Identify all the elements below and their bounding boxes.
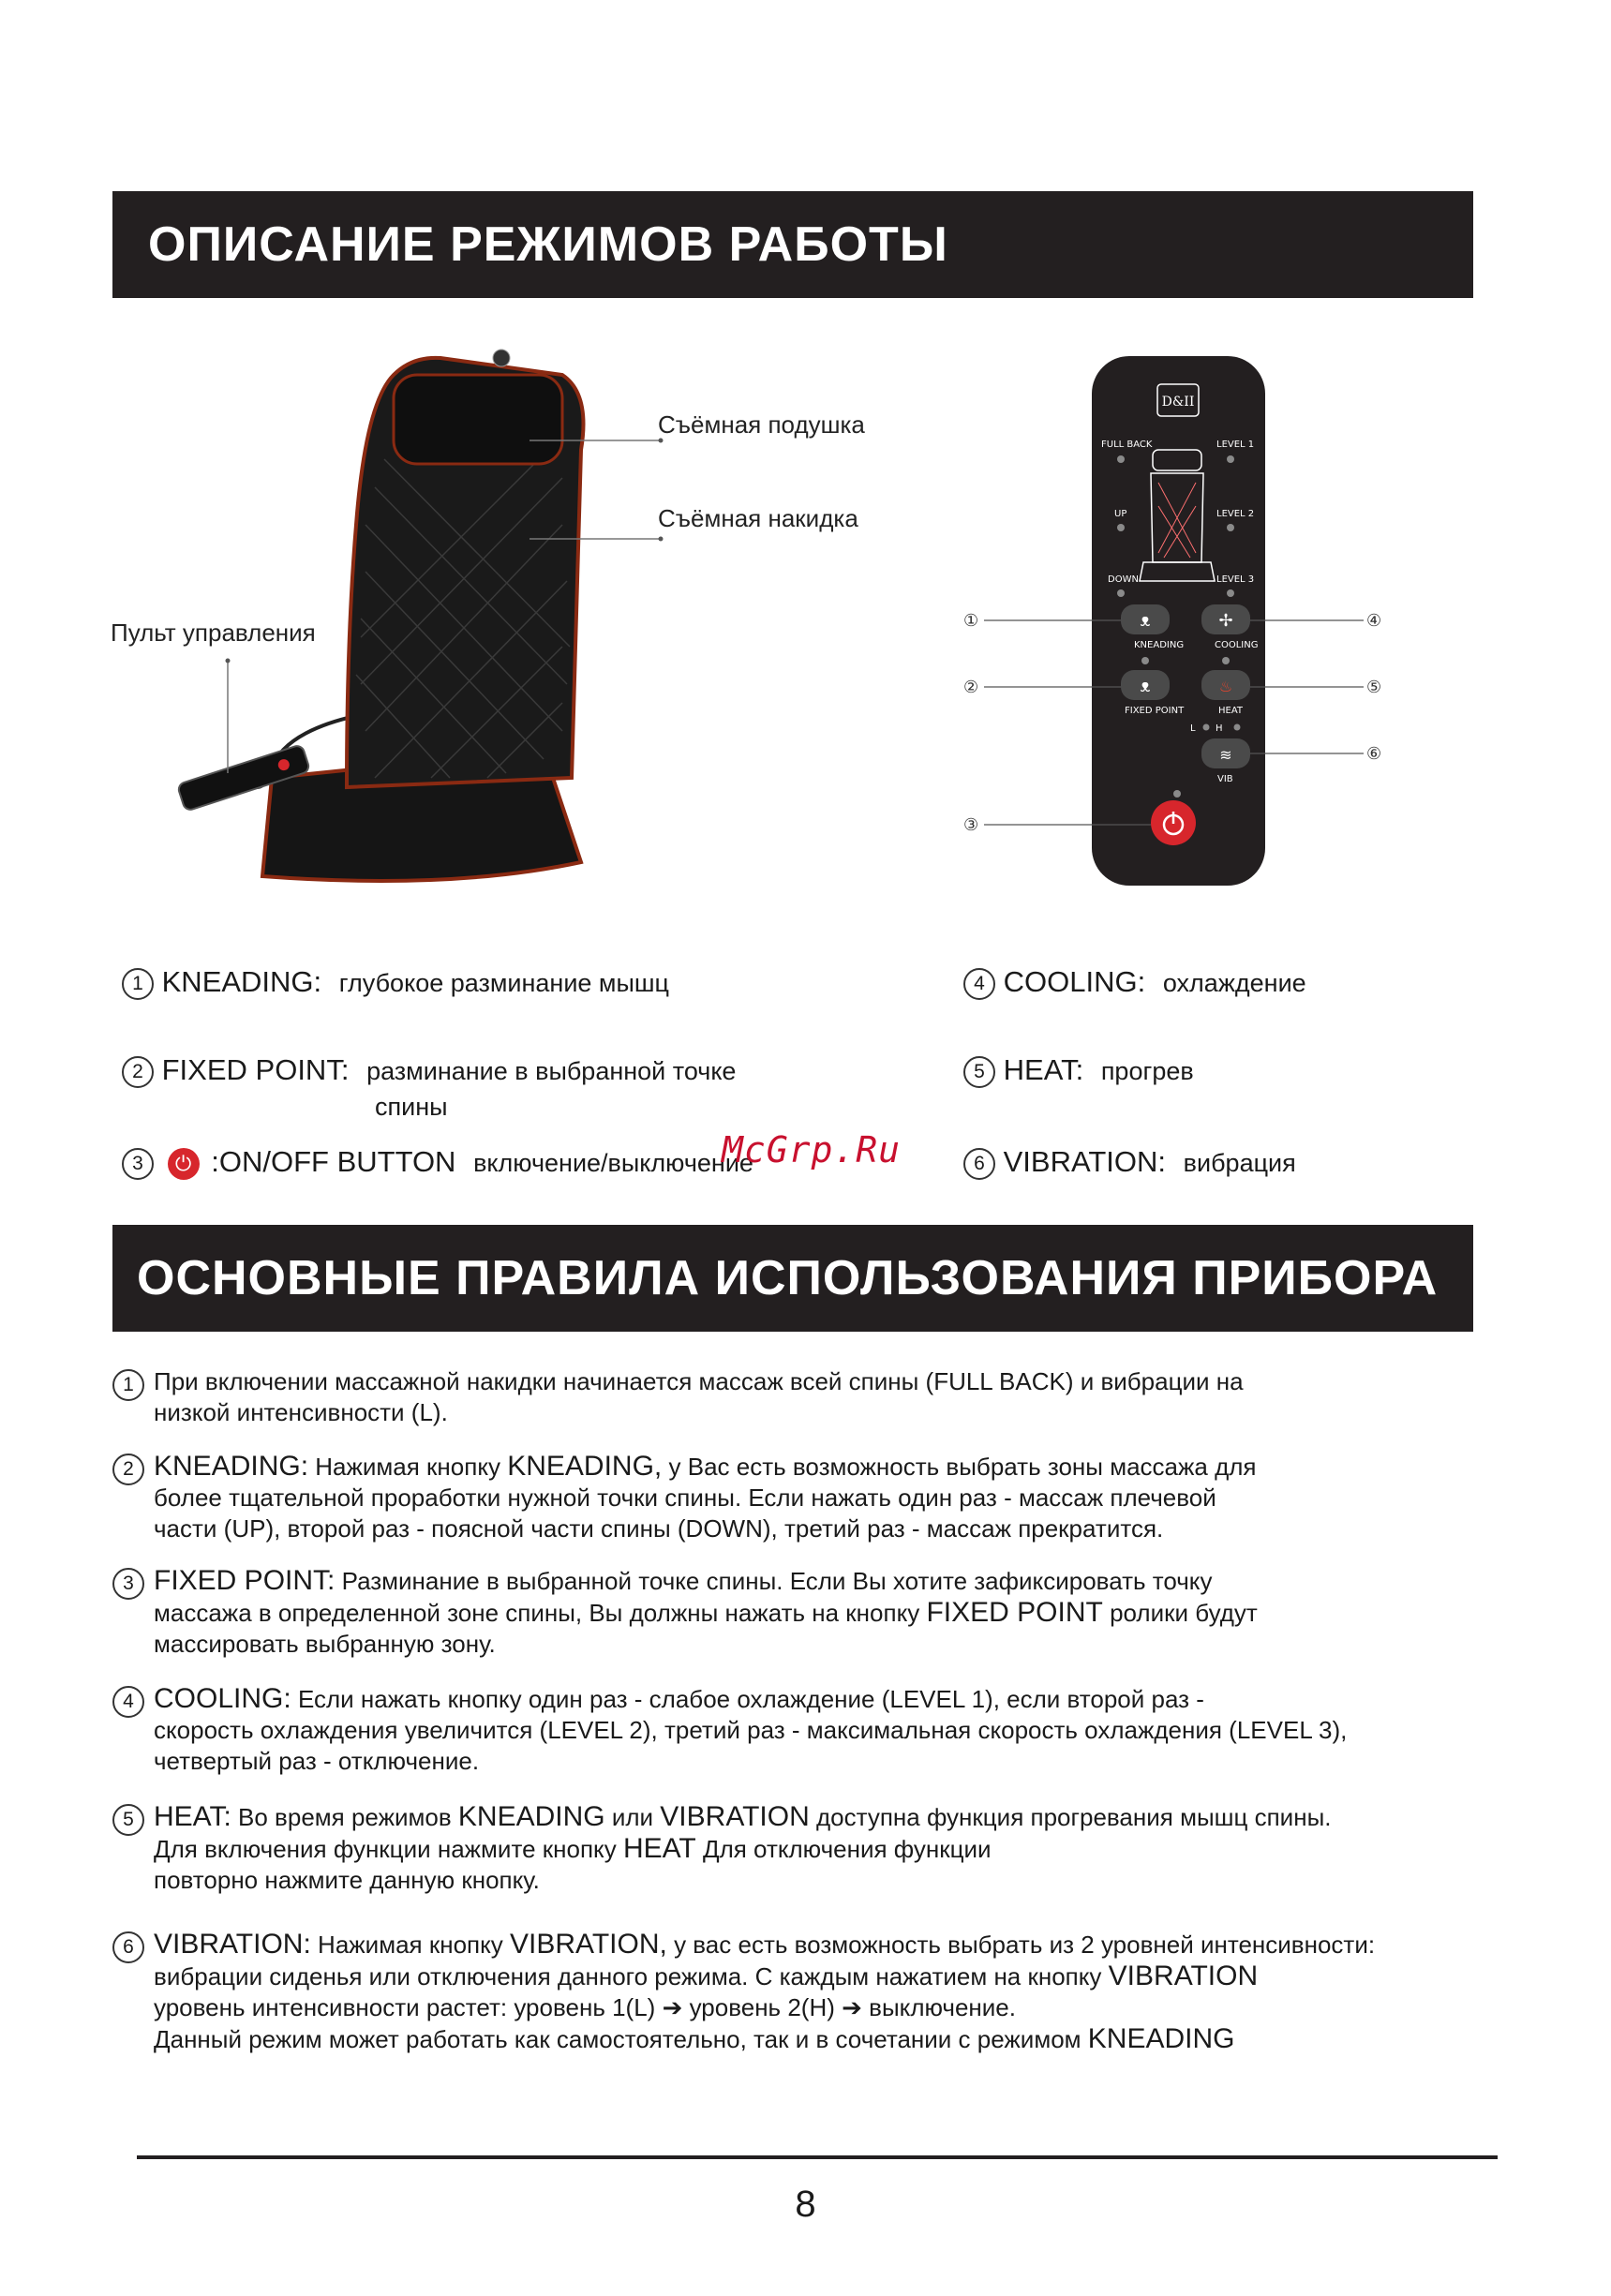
rule-text: массировать выбранную зону. [154, 1630, 496, 1658]
rule-number: 3 [112, 1568, 144, 1600]
legend-item-cooling [963, 965, 1306, 1000]
section-title-banner-2 [112, 1225, 1473, 1332]
remote-label-cooling: COOLING [1215, 640, 1259, 650]
rule-number: 1 [112, 1369, 144, 1401]
rule-number: 4 [112, 1686, 144, 1718]
rule-keyword: VIBRATION, [510, 1929, 667, 1960]
label-removable-cover: Съёмная накидка [658, 504, 858, 532]
remote-label-level2: LEVEL 2 [1216, 509, 1255, 519]
legend-item-vibration [963, 1145, 1296, 1180]
power-button-icon [1151, 800, 1196, 845]
legend-number: 2 [122, 1056, 154, 1088]
fixed-point-button-icon [1121, 670, 1170, 700]
rule-keyword: KNEADING, [507, 1451, 663, 1482]
rule-text: массажа в определенной зоне спины, Вы должны нажать на кнопку [154, 1599, 920, 1627]
legend-term: COOLING: [1003, 965, 1146, 998]
remote-label-l: L [1190, 723, 1196, 734]
rule-5 [112, 1801, 1518, 1896]
callout-1: ① [963, 611, 979, 630]
remote-label-h: H [1216, 723, 1223, 734]
section-title-2: ОСНОВНЫЕ ПРАВИЛА ИСПОЛЬЗОВАНИЯ ПРИБОРА [137, 1251, 1439, 1305]
callout-3: ③ [963, 815, 979, 834]
legend-item-fixed-point-desc2 [375, 1089, 448, 1123]
cooling-button-icon [1201, 604, 1250, 634]
rule-number: 5 [112, 1804, 144, 1836]
rule-text: уровень 2(H) [689, 1993, 835, 2021]
remote-label-level3: LEVEL 3 [1216, 574, 1255, 585]
rule-term: KNEADING: [154, 1451, 309, 1482]
remote-label-fixed-point: FIXED POINT [1125, 706, 1185, 716]
rule-keyword: KNEADING [457, 1801, 605, 1832]
kneading-button-icon [1121, 604, 1170, 634]
legend-item-fixed-point [122, 1053, 736, 1088]
legend-number: 1 [122, 968, 154, 1000]
legend-item-on-off [122, 1145, 753, 1180]
legend-desc: охлаждение [1162, 969, 1306, 997]
svg-text:ᴥ: ᴥ [1140, 677, 1151, 695]
callout-6: ⑥ [1366, 744, 1382, 763]
legend-desc: глубокое разминание мышц [338, 969, 670, 997]
rule-number: 2 [112, 1454, 144, 1485]
footer-divider [137, 2155, 1498, 2159]
rule-text: уровень интенсивности растет: уровень 1(L) [154, 1993, 656, 2021]
rule-text: Если нажать кнопку один раз - слабое охлаждение (LEVEL 1), если второй раз - [297, 1685, 1204, 1713]
rule-text: низкой интенсивности (L). [154, 1398, 448, 1426]
legend-number: 5 [963, 1056, 995, 1088]
remote-control-diagram [937, 342, 1425, 904]
rule-text: выключение. [869, 1993, 1016, 2021]
remote-label-down: DOWN [1108, 574, 1139, 585]
legend-term: FIXED POINT: [161, 1053, 350, 1086]
legend-term: :ON/OFF BUTTON [211, 1145, 456, 1178]
legend-number: 6 [963, 1148, 995, 1180]
rule-text: Нажимая кнопку [315, 1453, 500, 1481]
callout-4: ④ [1366, 611, 1382, 630]
watermark: McGrp.Ru [722, 1129, 902, 1170]
svg-text:≋: ≋ [1219, 748, 1232, 764]
power-icon: ⏻ [168, 1148, 200, 1180]
legend-desc: вибрация [1183, 1149, 1296, 1177]
rule-1 [112, 1366, 1518, 1428]
rule-keyword: HEAT [622, 1833, 696, 1864]
rule-text: Нажимая кнопку [318, 1931, 503, 1959]
remote-label-kneading: KNEADING [1134, 640, 1185, 650]
rule-term: COOLING: [154, 1683, 291, 1714]
legend-item-kneading [122, 965, 669, 1000]
rule-3 [112, 1565, 1518, 1660]
rule-term: FIXED POINT: [154, 1565, 336, 1596]
rule-text: более тщательной проработки нужной точки спины. Если нажать один раз - массаж плечевой [154, 1483, 1216, 1512]
rule-text: скорость охлаждения увеличится (LEVEL 2), третий раз - максимальная скорость охлаждения (LEVEL 3), [154, 1716, 1348, 1744]
svg-text:ᴥ: ᴥ [1140, 611, 1151, 630]
callout-5: ⑤ [1366, 678, 1382, 696]
rule-text: При включении массажной накидки начинается массаж всей спины (FULL BACK) и вибрации на [154, 1367, 1244, 1395]
legend-desc: разминание в выбранной точке [366, 1057, 737, 1085]
label-removable-pillow: Съёмная подушка [658, 410, 865, 439]
rule-text: у вас есть возможность выбрать из 2 уровней интенсивности: [674, 1931, 1376, 1959]
vibration-button-icon [1201, 738, 1250, 768]
svg-text:✢: ✢ [1218, 611, 1233, 630]
legend-term: KNEADING: [161, 965, 322, 998]
rule-text: у Вас есть возможность выбрать зоны массажа для [668, 1453, 1257, 1481]
rule-text: ролики будут [1110, 1599, 1258, 1627]
remote-label-up: UP [1114, 509, 1127, 519]
rule-text: Для включения функции нажмите кнопку [154, 1835, 617, 1863]
rule-term: VIBRATION: [154, 1929, 311, 1960]
rule-text: Для отключения функции [702, 1835, 992, 1863]
section-title-1: ОПИСАНИЕ РЕЖИМОВ РАБОТЫ [148, 217, 948, 272]
rule-text: доступна функция прогревания мышц спины. [816, 1803, 1332, 1831]
remote-label-heat: HEAT [1218, 706, 1244, 716]
rule-text: Данный режим может работать как самостоятельно, так и в сочетании с режимом [154, 2025, 1081, 2053]
remote-label-full-back: FULL BACK [1101, 440, 1153, 450]
rule-term: HEAT: [154, 1801, 231, 1832]
legend-desc: прогрев [1100, 1057, 1194, 1085]
rule-number: 6 [112, 1931, 144, 1963]
svg-text:♨: ♨ [1218, 679, 1233, 695]
label-remote-control: Пульт управления [111, 619, 316, 647]
rule-text: Во время режимов [238, 1803, 452, 1831]
page-number: 8 [795, 2184, 816, 2225]
arrow-right-icon: ➔ [662, 1993, 683, 2021]
rule-2 [112, 1451, 1518, 1544]
legend-number: 4 [963, 968, 995, 1000]
legend-item-heat [963, 1053, 1194, 1088]
rule-keyword: FIXED POINT [926, 1597, 1103, 1628]
legend-term: HEAT: [1003, 1053, 1084, 1086]
rule-text: или [611, 1803, 654, 1831]
rule-keyword: KNEADING [1087, 2023, 1235, 2054]
rule-text: повторно нажмите данную кнопку. [154, 1866, 540, 1894]
rule-4 [112, 1683, 1518, 1777]
rule-keyword: VIBRATION [660, 1801, 810, 1832]
legend-desc-continued: спины [375, 1093, 448, 1121]
rule-text: части (UP), второй раз - поясной части спины (DOWN), третий раз - массаж прекратится. [154, 1514, 1164, 1543]
remote-label-level1: LEVEL 1 [1216, 440, 1255, 450]
remote-brand-logo: D&II [1161, 395, 1195, 410]
rule-6 [112, 1929, 1518, 2055]
legend-number: 3 [122, 1148, 154, 1180]
heat-button-icon [1201, 670, 1250, 700]
legend-desc: включение/выключение [473, 1149, 753, 1177]
rule-text: вибрации сиденья или отключения данного режима. С каждым нажатием на кнопку [154, 1962, 1102, 1990]
rule-text: Разминание в выбранной точке спины. Если Вы хотите зафиксировать точку [341, 1567, 1213, 1595]
remote-label-vib: VIB [1217, 774, 1233, 784]
legend-term: VIBRATION: [1003, 1145, 1167, 1178]
callout-2: ② [963, 678, 979, 696]
rule-keyword: VIBRATION [1108, 1961, 1259, 1991]
arrow-right-icon: ➔ [842, 1993, 862, 2021]
rule-text: четвертый раз - отключение. [154, 1747, 480, 1775]
